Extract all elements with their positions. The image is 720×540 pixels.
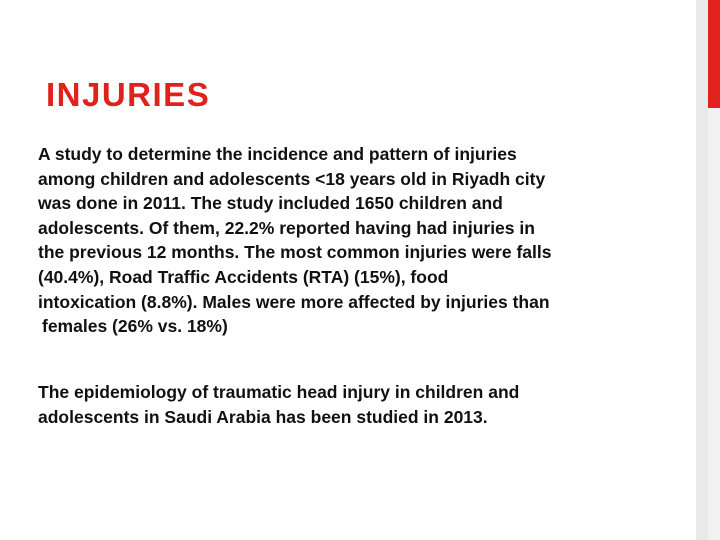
text-line: (40.4%), Road Traffic Accidents (RTA) (15%), food <box>38 266 449 287</box>
text-line: A study to determine the incidence and pattern of injuries <box>38 144 517 164</box>
text-line: among children and adolescents <18 years old in Riyadh city <box>38 168 546 189</box>
text-line: intoxication (8.8%). Males were more affected by injuries than <box>38 291 550 312</box>
side-decor-bar <box>696 0 708 540</box>
text-line: females (26% vs. 18%) <box>42 316 228 337</box>
side-accent-bar <box>708 0 720 108</box>
paragraph-incidence-study <box>38 142 638 339</box>
text-line: was done in 2011. The study included 1650 children and <box>38 193 503 214</box>
paragraph-head-injury <box>38 380 638 429</box>
side-decor-bar-lower <box>708 108 720 540</box>
text-line: The epidemiology of traumatic head injury in children and <box>38 382 520 402</box>
slide-title: INJURIES <box>46 76 211 113</box>
text-line: adolescents. Of them, 22.2% reported having had injuries in <box>38 217 535 238</box>
text-line: adolescents in Saudi Arabia has been studied in 2013. <box>38 406 488 427</box>
text-line: the previous 12 months. The most common injuries were falls <box>38 242 552 263</box>
